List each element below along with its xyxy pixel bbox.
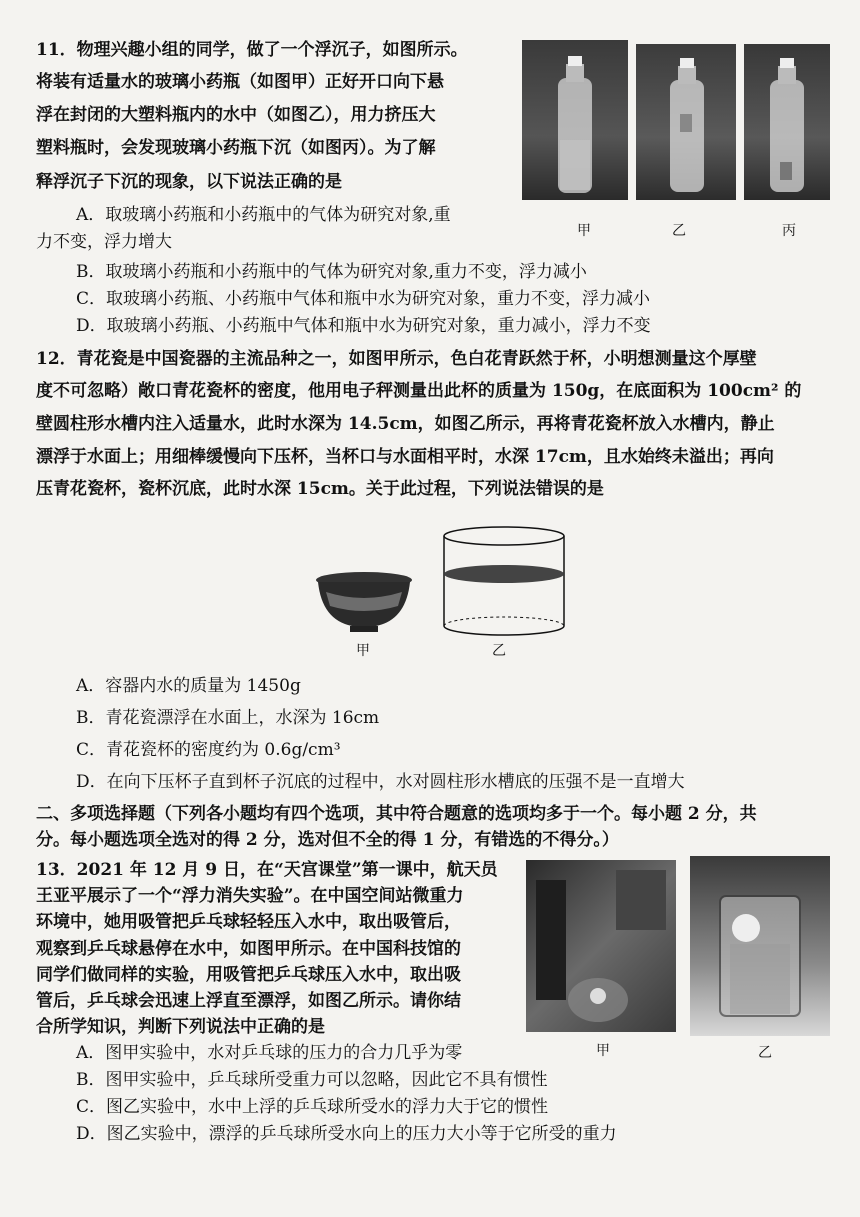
q13-option-d: D．图乙实验中，漂浮的乒乓球所受水向上的压力大小等于它所受的重力 (76, 1124, 617, 1144)
bottle-yi-icon (636, 44, 736, 200)
q11-line-4: 塑料瓶时，会发现玻璃小药瓶下沉（如图丙）。为了解 (36, 138, 436, 158)
q13-option-a: A．图甲实验中，水对乒乓球的压力的合力几乎为零 (76, 1043, 463, 1063)
q11-fig-label-bing: 丙 (782, 223, 796, 239)
q11-fig-label-yi: 乙 (672, 223, 686, 239)
q11-option-a-line-1: A．取玻璃小药瓶和小药瓶中的气体为研究对象,重 (76, 205, 451, 225)
section2-heading-line-2: 分。每小题选项全选对的得 2 分，选对但不全的得 1 分，有错选的不得分。） (36, 830, 619, 850)
bottle-bing-icon (744, 44, 830, 200)
q13-option-c: C．图乙实验中，水中上浮的乒乓球所受水的浮力大于它的惯性 (76, 1097, 549, 1117)
q12-fig-label-jia: 甲 (356, 643, 370, 659)
q11-line-3: 浮在封闭的大塑料瓶内的水中（如图乙），用力挤压大 (36, 105, 436, 125)
porcelain-cup-icon (312, 570, 416, 636)
bottle-jia-icon (522, 40, 628, 200)
q12-option-a: A．容器内水的质量为 1450g (76, 676, 301, 696)
q12-option-c: C．青花瓷杯的密度约为 0.6g/cm³ (76, 740, 341, 760)
q11-option-d: D．取玻璃小药瓶、小药瓶中气体和瓶中水为研究对象，重力减小，浮力不变 (76, 316, 651, 336)
q13-fig-label-yi: 乙 (758, 1045, 772, 1061)
q11-photo-jia (522, 40, 628, 200)
q12-line-5: 压青花瓷杯，瓷杯沉底，此时水深 15cm。关于此过程，下列说法错误的是 (36, 479, 604, 499)
q12-fig-label-yi: 乙 (492, 643, 506, 659)
q11-photo-bing (744, 44, 830, 200)
q12-line-1: 12．青花瓷是中国瓷器的主流品种之一，如图甲所示，色白花青跃然于杯，小明想测量这个厚壁 (36, 349, 757, 369)
q13-photo-yi (690, 856, 830, 1036)
space-station-experiment-icon (526, 860, 676, 1032)
q13-line-7: 合所学知识，判断下列说法中正确的是 (36, 1017, 325, 1037)
section2-heading-line-1: 二、多项选择题（下列各小题均有四个选项，其中符合题意的选项均多于一个。每小题 2 分，共 (36, 804, 757, 824)
q12-option-b: B．青花瓷漂浮在水面上，水深为 16cm (76, 708, 380, 728)
q11-line-5: 释浮沉子下沉的现象，以下说法正确的是 (36, 172, 342, 192)
q12-line-2: 度不可忽略）敞口青花瓷杯的密度，他用电子秤测量出此杯的质量为 150g，在底面积为 100cm² 的 (36, 381, 802, 401)
q13-line-6: 管后，乒乓球会迅速上浮直至漂浮，如图乙所示。请你结 (36, 991, 461, 1011)
q12-option-d: D．在向下压杯子直到杯子沉底的过程中，水对圆柱形水槽底的压强不是一直增大 (76, 772, 685, 792)
q11-line-1: 11．物理兴趣小组的同学，做了一个浮沉子，如图所示。 (36, 40, 468, 60)
q11-line-2: 将装有适量水的玻璃小药瓶（如图甲）正好开口向下悬 (36, 72, 444, 92)
q11-option-b: B．取玻璃小药瓶和小药瓶中的气体为研究对象,重力不变，浮力减小 (76, 262, 587, 282)
q13-line-2: 王亚平展示了一个“浮力消失实验”。在中国空间站微重力 (36, 886, 464, 906)
q13-line-4: 观察到乒乓球悬停在水中，如图甲所示。在中国科技馆的 (36, 939, 461, 959)
q11-option-c: C．取玻璃小药瓶、小药瓶中气体和瓶中水为研究对象，重力不变，浮力减小 (76, 289, 651, 309)
q11-fig-label-jia: 甲 (577, 223, 591, 239)
cylinder-tank-icon (438, 524, 570, 640)
q11-option-a-line-2: 力不变，浮力增大 (36, 232, 172, 252)
q13-line-3: 环境中，她用吸管把乒乓球轻轻压入水中，取出吸管后， (36, 912, 461, 932)
q13-fig-label-jia: 甲 (596, 1043, 610, 1059)
water-cup-pingpong-icon (690, 856, 830, 1036)
q11-photo-yi (636, 44, 736, 200)
q13-option-b: B．图甲实验中，乒乓球所受重力可以忽略，因此它不具有惯性 (76, 1070, 548, 1090)
q13-line-5: 同学们做同样的实验，用吸管把乒乓球压入水中，取出吸 (36, 965, 461, 985)
q13-photo-jia (526, 860, 676, 1032)
q12-line-3: 壁圆柱形水槽内注入适量水，此时水深为 14.5cm，如图乙所示，再将青花瓷杯放入水槽内，静止 (36, 414, 775, 434)
q13-line-1: 13．2021 年 12 月 9 日，在“天宫课堂”第一课中，航天员 (36, 860, 498, 880)
q12-line-4: 漂浮于水面上；用细棒缓慢向下压杯，当杯口与水面相平时，水深 17cm，且水始终未溢出；再向 (36, 447, 774, 467)
